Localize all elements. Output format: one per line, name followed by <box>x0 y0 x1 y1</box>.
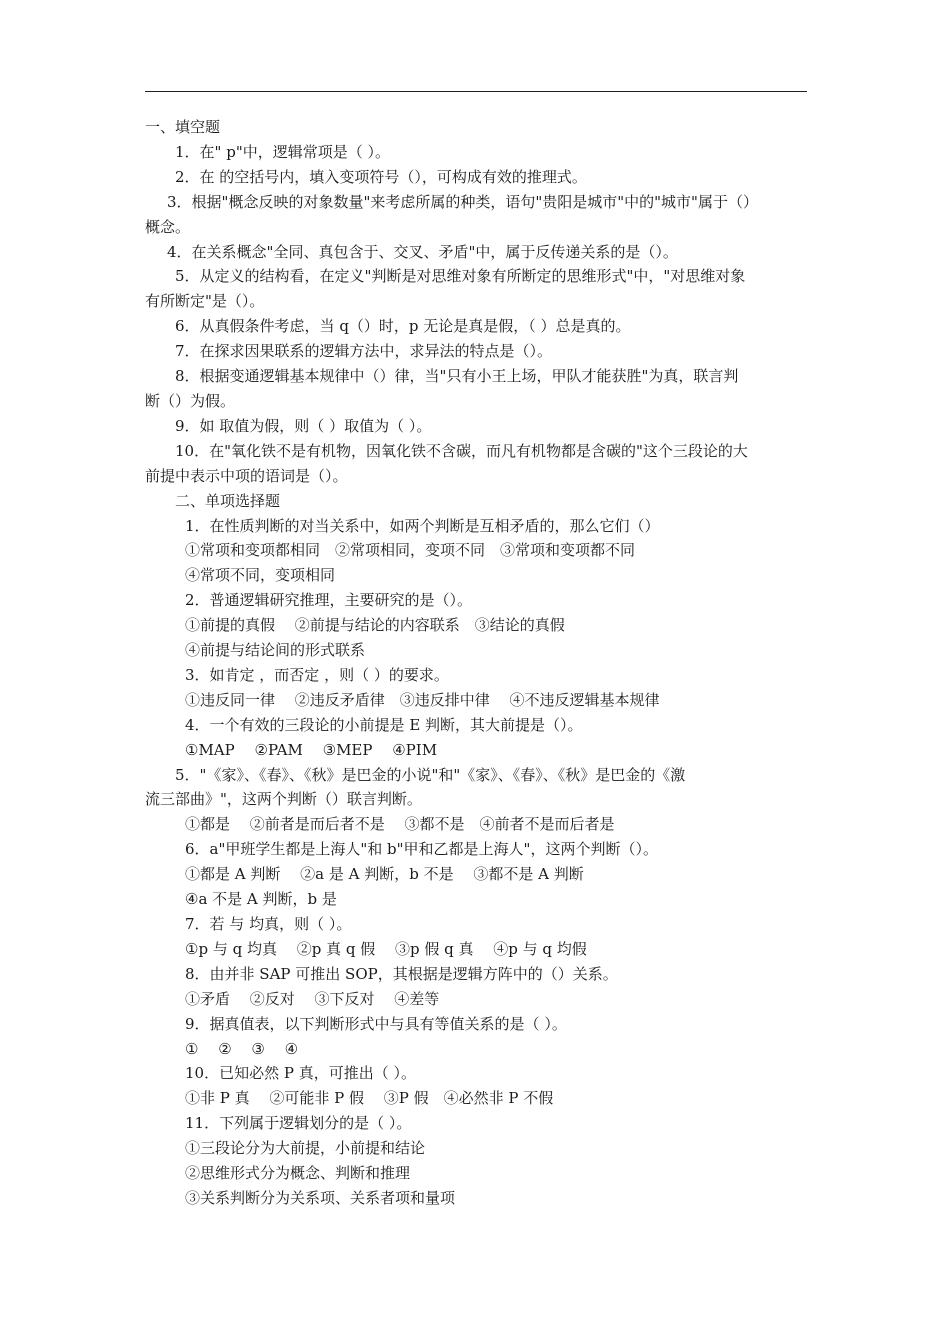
q1-5-cont: 有所断定"是（）。 <box>145 292 265 311</box>
q2-5: 5．"《家》、《春》、《秋》是巴金的小说"和"《家》、《春》、《秋》是巴金的《激 <box>175 765 686 784</box>
q1-8: 8．根据变通逻辑基本规律中（）律，当"只有小王上场，甲队才能获胜"为真，联言判 <box>175 367 739 386</box>
q1-5: 5．从定义的结构看，在定义"判断是对思维对象有所断定的思维形式"中，"对思维对象 <box>175 267 746 286</box>
q1-1: 1．在" p"中，逻辑常项是（ ）。 <box>175 142 390 161</box>
q1-10-cont: 前提中表示中项的语词是（）。 <box>145 466 348 485</box>
q2-7: 7．若 与 均真，则（ ）。 <box>185 915 352 933</box>
header-rule <box>145 91 807 92</box>
q2-11-option-1: ①三段论分为大前提，小前提和结论 <box>185 1139 426 1158</box>
q2-2-options-a: ①前提的真假 ②前提与结论的内容联系 ③结论的真假 <box>185 616 565 635</box>
q2-5-options: ①都是 ②前者是而后者不是 ③都不是 ④前者不是而后者是 <box>185 815 615 834</box>
q2-7-options: ①p 与 q 均真 ②p 真 q 假 ③p 假 q 真 ④p 与 q 均假 <box>185 939 587 958</box>
q1-7: 7．在探求因果联系的逻辑方法中，求异法的特点是（）。 <box>175 342 553 361</box>
q1-10: 10．在"氧化铁不是有机物，因氧化铁不含碳，而凡有机物都是含碳的"这个三段论的大 <box>175 441 748 460</box>
q1-8-cont: 断（）为假。 <box>145 391 236 410</box>
section-title-fill-blank: 一、填空题 <box>145 118 221 136</box>
q2-2: 2．普通逻辑研究推理，主要研究的是（）。 <box>185 591 473 610</box>
q2-6: 6．a"甲班学生都是上海人"和 b"甲和乙都是上海人"，这两个判断（）。 <box>185 840 658 859</box>
q2-1: 1．在性质判断的对当关系中，如两个判断是互相矛盾的，那么它们（） <box>185 516 660 535</box>
document-body <box>145 115 807 1211</box>
q2-5-cont: 流三部曲》"，这两个判断（）联言判断。 <box>145 790 422 809</box>
q2-11-option-2: ②思维形式分为概念、判断和推理 <box>185 1164 411 1183</box>
q2-10-options: ①非 P 真 ②可能非 P 假 ③P 假 ④必然非 P 不假 <box>185 1089 554 1108</box>
q1-3-cont: 概念。 <box>145 217 191 236</box>
q2-6-options-a: ①都是 A 判断 ②a 是 A 判断，b 不是 ③都不是 A 判断 <box>185 865 584 884</box>
q2-8: 8．由并非 SAP 可推出 SOP，其根据是逻辑方阵中的（）关系。 <box>185 964 618 983</box>
q2-8-options: ①矛盾 ②反对 ③下反对 ④差等 <box>185 989 440 1008</box>
section-title-single-choice: 二、单项选择题 <box>175 491 281 510</box>
q1-3: 3．根据"概念反映的对象数量"来考虑所属的种类，语句"贵阳是城市"中的"城市"属于（） <box>167 192 758 211</box>
q2-2-options-b: ④前提与结论间的形式联系 <box>185 641 366 660</box>
q1-9: 9．如 取值为假，则（ ）取值为（ ）。 <box>175 416 432 435</box>
q2-1-options-a: ①常项和变项都相同 ②常项相同，变项不同 ③常项和变项都不同 <box>185 541 636 560</box>
q2-4: 4．一个有效的三段论的小前提是 E 判断，其大前提是（）。 <box>185 715 583 734</box>
q2-4-options: ①MAP ②PAM ③MEP ④PIM <box>185 740 438 759</box>
q2-6-options-b: ④a 不是 A 判断，b 是 <box>185 890 337 909</box>
q2-9: 9．据真值表，以下判断形式中与具有等值关系的是（ ）。 <box>185 1014 567 1033</box>
q2-10: 10．已知必然 P 真，可推出（ ）。 <box>185 1064 416 1083</box>
q2-3: 3．如肯定 ，而否定 ，则（ ）的要求。 <box>185 665 449 684</box>
q1-2: 2．在 的空括号内，填入变项符号（），可构成有效的推理式。 <box>175 167 587 186</box>
q2-11-option-3: ③关系判断分为关系项、关系者项和量项 <box>185 1188 456 1207</box>
q2-9-options: ① ② ③ ④ <box>185 1039 299 1058</box>
q1-4: 4．在关系概念"全同、真包含于、交叉、矛盾"中，属于反传递关系的是（）。 <box>167 242 678 261</box>
q2-1-options-b: ④常项不同，变项相同 <box>185 566 336 585</box>
q2-3-options: ①违反同一律 ②违反矛盾律 ③违反排中律 ④不违反逻辑基本规律 <box>185 690 660 709</box>
q1-6: 6．从真假条件考虑，当 q（）时，p 无论是真是假，（ ）总是真的。 <box>175 317 631 336</box>
q2-11: 11．下列属于逻辑划分的是（ ）。 <box>185 1114 412 1133</box>
